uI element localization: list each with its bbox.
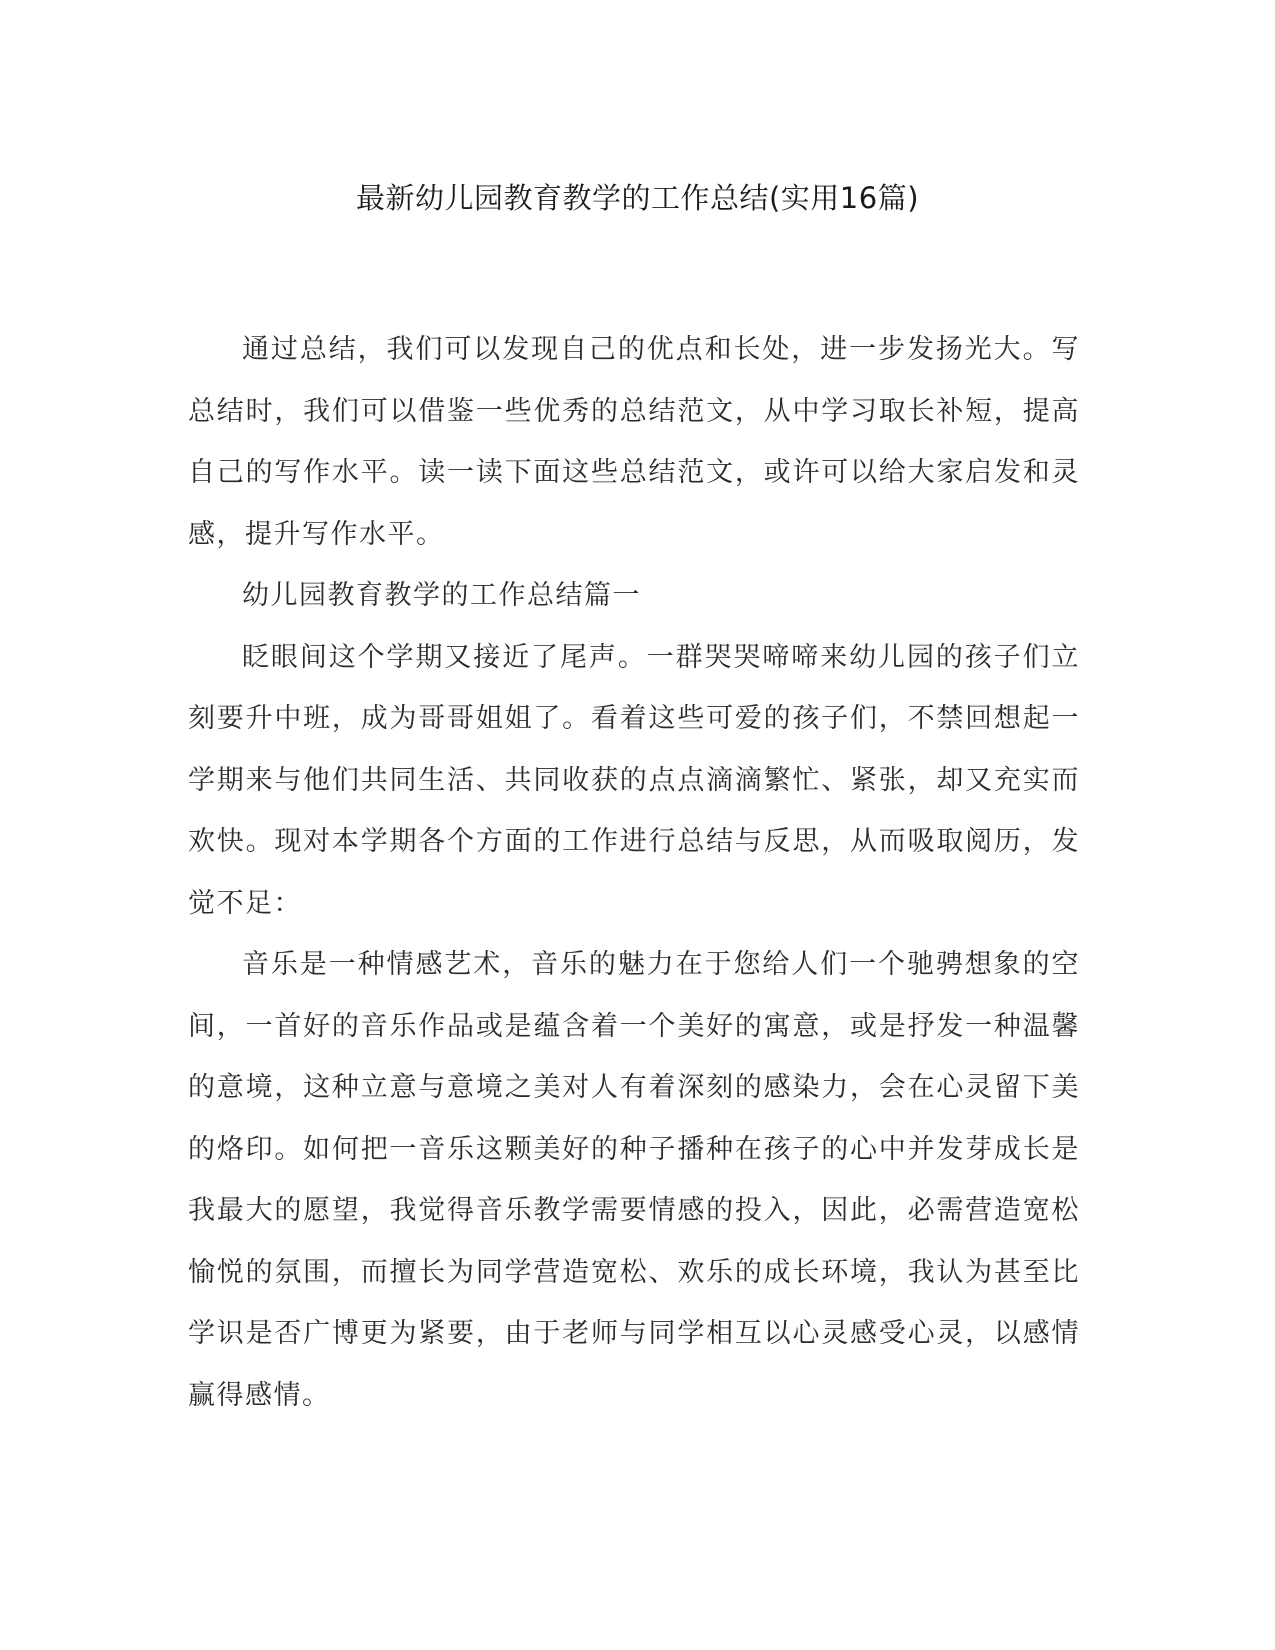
document-title: 最新幼儿园教育教学的工作总结(实用16篇) (355, 181, 920, 215)
intro-paragraph: 通过总结，我们可以发现自己的优点和长处，进一步发扬光大。写总结时，我们可以借鉴一些优秀的总结范文，从中学习取长补短，提高自己的写作水平。读一读下面这些总结范文，或许可以给大家启发和灵感，提升写作水平。 (188, 334, 1080, 550)
body-paragraph: 眨眼间这个学期又接近了尾声。一群哭哭啼啼来幼儿园的孩子们立刻要升中班，成为哥哥姐姐了。看着这些可爱的孩子们，不禁回想起一学期来与他们共同生活、共同收获的点点滴滴繁忙、紧张，却又充实而欢快。现对本学期各个方面的工作进行总结与反思，从而吸取阅历，发觉不足： (188, 641, 1080, 919)
document-body (188, 319, 1080, 1426)
section-heading: 幼儿园教育教学的工作总结篇一 (242, 580, 641, 611)
body-paragraph: 音乐是一种情感艺术，音乐的魅力在于您给人们一个驰骋想象的空间，一首好的音乐作品或是蕴含着一个美好的寓意，或是抒发一种温馨的意境，这种立意与意境之美对人有着深刻的感染力，会在心灵留下美的烙印。如何把一音乐这颗美好的种子播种在孩子的心中并发芽成长是我最大的愿望，我觉得音乐教学需要情感的投入，因此，必需营造宽松愉悦的氛围，而擅长为同学营造宽松、欢乐的成长环境，我认为甚至比学识是否广博更为紧要，由于老师与同学相互以心灵感受心灵，以感情赢得感情。 (188, 949, 1080, 1411)
